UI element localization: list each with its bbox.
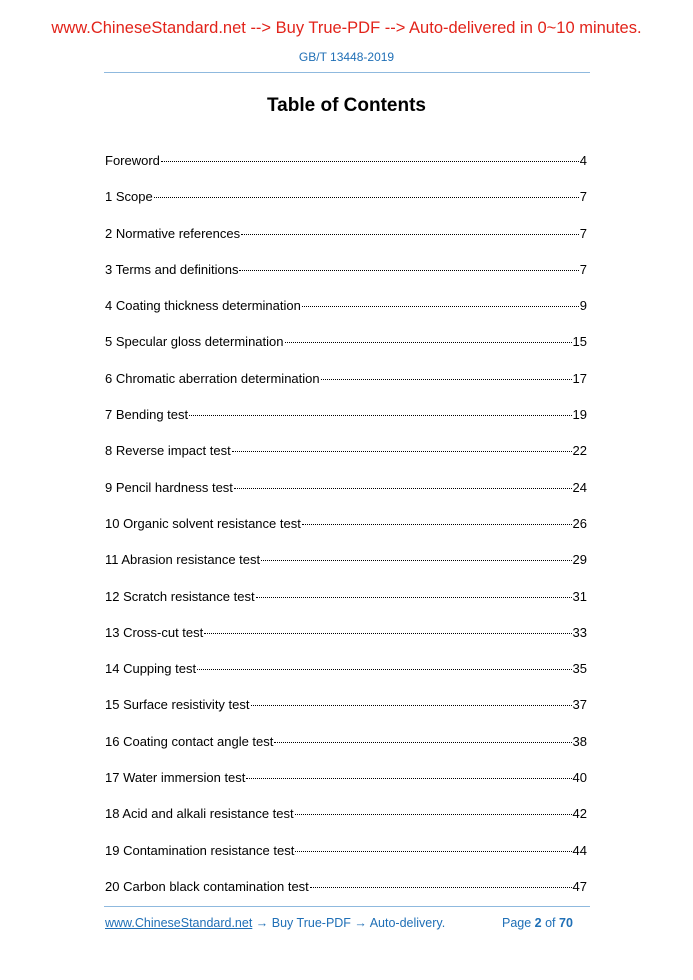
toc-entry-label: 7 Bending test bbox=[105, 407, 189, 423]
toc-entry[interactable] bbox=[105, 225, 587, 261]
toc-entry[interactable] bbox=[105, 333, 587, 369]
toc-entry[interactable] bbox=[105, 188, 587, 224]
toc-entry[interactable] bbox=[105, 370, 587, 406]
toc-entry-page: 22 bbox=[572, 443, 587, 459]
toc-leader-dots bbox=[251, 705, 572, 706]
toc-entry[interactable] bbox=[105, 261, 587, 297]
table-of-contents bbox=[105, 152, 587, 914]
toc-entry[interactable] bbox=[105, 515, 587, 551]
footer-divider bbox=[104, 906, 590, 907]
toc-entry-page: 42 bbox=[572, 806, 587, 822]
toc-leader-dots bbox=[310, 887, 572, 888]
standard-code: GB/T 13448-2019 bbox=[298, 50, 395, 64]
toc-entry-label: 11 Abrasion resistance test bbox=[105, 552, 261, 568]
toc-entry-page: 26 bbox=[572, 515, 587, 531]
toc-entry-page: 44 bbox=[572, 842, 587, 858]
toc-entry[interactable] bbox=[105, 696, 587, 732]
toc-leader-dots bbox=[261, 560, 571, 561]
page-indicator bbox=[502, 916, 573, 930]
toc-entry[interactable] bbox=[105, 878, 587, 914]
toc-entry-label: 8 Reverse impact test bbox=[105, 443, 231, 459]
toc-leader-dots bbox=[321, 379, 572, 380]
toc-entry-page: 7 bbox=[579, 225, 587, 241]
page-prefix: Page bbox=[502, 916, 535, 930]
toc-entry[interactable] bbox=[105, 406, 587, 442]
toc-leader-dots bbox=[232, 451, 572, 452]
toc-leader-dots bbox=[302, 306, 579, 307]
total-page-count: 70 bbox=[559, 916, 573, 930]
toc-entry-page: 15 bbox=[572, 334, 587, 350]
footer-site-link[interactable]: www.ChineseStandard.net bbox=[105, 916, 253, 930]
toc-entry[interactable] bbox=[105, 588, 587, 624]
toc-entry-label: 15 Surface resistivity test bbox=[105, 697, 250, 713]
toc-entry-page: 19 bbox=[572, 407, 587, 423]
toc-leader-dots bbox=[246, 778, 571, 779]
toc-leader-dots bbox=[295, 814, 572, 815]
toc-entry[interactable] bbox=[105, 769, 587, 805]
toc-entry-page: 7 bbox=[579, 189, 587, 205]
toc-entry-page: 37 bbox=[572, 697, 587, 713]
toc-leader-dots bbox=[302, 524, 572, 525]
toc-entry-page: 29 bbox=[572, 552, 587, 568]
toc-leader-dots bbox=[285, 342, 572, 343]
toc-entry-label: 9 Pencil hardness test bbox=[105, 479, 233, 495]
header-divider bbox=[104, 72, 590, 73]
toc-entry-label: 19 Contamination resistance test bbox=[105, 842, 295, 858]
footer-promo bbox=[105, 916, 445, 930]
toc-leader-dots bbox=[241, 234, 579, 235]
toc-entry-label: 17 Water immersion test bbox=[105, 770, 246, 786]
toc-entry-label: 1 Scope bbox=[105, 189, 153, 205]
toc-entry-page: 17 bbox=[572, 370, 587, 386]
toc-entry-label: 3 Terms and definitions bbox=[105, 261, 239, 277]
toc-leader-dots bbox=[161, 161, 579, 162]
toc-entry[interactable] bbox=[105, 842, 587, 878]
toc-entry-label: 14 Cupping test bbox=[105, 661, 197, 677]
toc-entry[interactable] bbox=[105, 624, 587, 660]
toc-entry-label: 12 Scratch resistance test bbox=[105, 588, 255, 604]
toc-entry-label: 20 Carbon black contamination test bbox=[105, 878, 309, 894]
toc-entry-page: 9 bbox=[579, 298, 587, 314]
toc-entry[interactable] bbox=[105, 733, 587, 769]
toc-entry[interactable] bbox=[105, 479, 587, 515]
toc-leader-dots bbox=[274, 742, 571, 743]
toc-entry-page: 33 bbox=[572, 624, 587, 640]
toc-leader-dots bbox=[189, 415, 571, 416]
toc-entry-page: 47 bbox=[572, 878, 587, 894]
toc-entry[interactable] bbox=[105, 442, 587, 478]
toc-entry-page: 31 bbox=[572, 588, 587, 604]
toc-entry-page: 38 bbox=[572, 733, 587, 749]
toc-entry[interactable] bbox=[105, 551, 587, 587]
toc-entry[interactable] bbox=[105, 660, 587, 696]
toc-leader-dots bbox=[295, 851, 571, 852]
toc-entry-page: 7 bbox=[579, 261, 587, 277]
page-of: of bbox=[541, 916, 559, 930]
toc-leader-dots bbox=[197, 669, 571, 670]
toc-entry-page: 4 bbox=[579, 153, 587, 168]
toc-entry-page: 35 bbox=[572, 661, 587, 677]
toc-leader-dots bbox=[256, 597, 572, 598]
toc-entry[interactable] bbox=[105, 805, 587, 841]
toc-entry-label: 4 Coating thickness determination bbox=[105, 298, 301, 314]
footer-promo-text: → Buy True-PDF → Auto-delivery. bbox=[252, 916, 446, 930]
toc-entry-label: 13 Cross-cut test bbox=[105, 624, 204, 640]
toc-entry-label: 18 Acid and alkali resistance test bbox=[105, 806, 294, 822]
page-title: Table of Contents bbox=[266, 95, 427, 116]
toc-leader-dots bbox=[154, 197, 579, 198]
toc-entry[interactable] bbox=[105, 297, 587, 333]
toc-entry-label: 6 Chromatic aberration determination bbox=[105, 370, 320, 386]
toc-entry-page: 24 bbox=[572, 479, 587, 495]
toc-leader-dots bbox=[204, 633, 571, 634]
toc-entry-label: 10 Organic solvent resistance test bbox=[105, 515, 301, 531]
toc-entry-page: 40 bbox=[572, 770, 587, 786]
toc-entry-label: 16 Coating contact angle test bbox=[105, 733, 274, 749]
toc-leader-dots bbox=[239, 270, 578, 271]
toc-entry-label: 2 Normative references bbox=[105, 225, 241, 241]
promo-banner: www.ChineseStandard.net --> Buy True-PDF --> Auto-delivered in 0~10 minutes. bbox=[51, 19, 642, 37]
toc-entry-label: 5 Specular gloss determination bbox=[105, 334, 284, 350]
toc-entry-label: Foreword bbox=[105, 153, 160, 168]
toc-leader-dots bbox=[234, 488, 572, 489]
current-page-number: 2 bbox=[534, 916, 542, 930]
toc-entry[interactable] bbox=[105, 152, 587, 188]
